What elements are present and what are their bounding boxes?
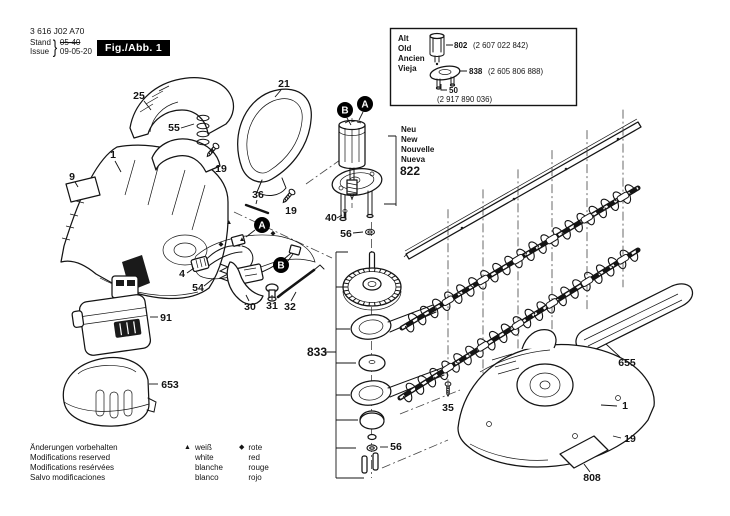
callout-9: 9 xyxy=(69,171,75,183)
new-title-es: Nueva xyxy=(401,155,426,164)
handle-top-cover xyxy=(130,78,233,138)
washer-stack xyxy=(360,411,384,473)
blade-a-eye xyxy=(350,305,436,342)
callout-56: 56 xyxy=(340,228,352,240)
new-title-en: New xyxy=(401,135,418,144)
connector-b xyxy=(289,245,301,255)
callout-35: 35 xyxy=(442,402,454,414)
legend-word: blanco xyxy=(194,473,219,482)
old-title-fr: Ancien xyxy=(398,54,425,63)
svg-text:A: A xyxy=(361,99,369,111)
callout-19: 19 xyxy=(285,205,297,217)
white-triangle-icon: ▲ xyxy=(184,444,191,451)
callout-31: 31 xyxy=(266,300,278,312)
detail-marker-a xyxy=(254,217,270,233)
callout-1: 1 xyxy=(622,400,628,412)
drawing-number: 3 616 J02 A70 xyxy=(30,26,85,36)
callout-56: 56 xyxy=(390,441,402,453)
upper-housing-shape xyxy=(61,139,228,299)
old-title-es: Vieja xyxy=(398,64,417,73)
detail-marker-b xyxy=(337,102,353,118)
legend-word: rojo xyxy=(248,473,262,482)
callout-91: 91 xyxy=(160,312,172,324)
battery-cover xyxy=(63,358,156,426)
note-de: Änderungen vorbehalten xyxy=(30,443,118,452)
code-838: (2 605 806 888) xyxy=(488,67,544,76)
new-title-de: Neu xyxy=(401,125,417,134)
revision-notes xyxy=(30,443,118,483)
legend-word: rote xyxy=(248,443,263,452)
gear-column xyxy=(343,229,444,473)
red-wire-marker: ◆ xyxy=(270,230,276,237)
note-en: Modifications reserved xyxy=(30,453,111,462)
blade-guide-rail xyxy=(404,119,641,259)
hand-guard xyxy=(238,89,312,195)
callout-802: 802 xyxy=(454,41,468,50)
callout-40: 40 xyxy=(325,212,337,224)
wire-color-legend xyxy=(184,443,269,483)
red-wire-marker: ◆ xyxy=(218,241,224,248)
legend-word: white xyxy=(194,453,214,462)
svg-text:A: A xyxy=(258,220,266,232)
code-802: (2 607 022 842) xyxy=(473,41,529,50)
note-fr: Modifications resérvées xyxy=(30,463,115,472)
motor-assembly-new xyxy=(330,121,383,221)
callout-21: 21 xyxy=(278,78,290,90)
callout-19: 19 xyxy=(215,163,227,175)
stand-label: Stand xyxy=(30,38,51,47)
lower-housing-shape xyxy=(458,330,654,468)
callout-653: 653 xyxy=(161,379,179,391)
note-es: Salvo modificaciones xyxy=(30,473,106,482)
callout-30: 30 xyxy=(244,301,256,313)
code-50: (2 917 890 036) xyxy=(437,95,493,104)
legend-white xyxy=(184,443,223,483)
drawing-header xyxy=(30,26,92,56)
callout-55: 55 xyxy=(168,122,180,134)
svg-text:B: B xyxy=(277,260,285,272)
red-diamond-icon: ◆ xyxy=(238,444,245,451)
detail-marker-b xyxy=(273,257,289,273)
bracket-822 xyxy=(384,136,396,206)
callout-822: 822 xyxy=(400,164,421,178)
figure-label: Fig./Abb. 1 xyxy=(97,40,170,56)
brace-glyph: } xyxy=(52,37,58,57)
callout-838: 838 xyxy=(469,67,483,76)
washer-56-icon xyxy=(367,445,377,451)
callout-808: 808 xyxy=(583,472,601,484)
svg-text:B: B xyxy=(341,105,349,117)
pin-36 xyxy=(246,205,268,213)
callout-50: 50 xyxy=(449,86,458,95)
washer-disc xyxy=(359,355,385,371)
white-wire-marker: ▲ xyxy=(238,236,246,243)
old-title-en: Old xyxy=(398,44,412,53)
callout-1: 1 xyxy=(110,149,116,161)
legend-word: blanche xyxy=(194,463,223,472)
callout-19: 19 xyxy=(624,433,636,445)
legend-word: red xyxy=(248,453,260,462)
nut-56-icon xyxy=(366,229,375,235)
callout-25: 25 xyxy=(133,90,145,102)
legend-red xyxy=(239,443,269,483)
superseded-date: 05-40 xyxy=(59,38,81,47)
detail-marker-a xyxy=(357,96,373,112)
callout-36: 36 xyxy=(252,189,264,201)
new-title-fr: Nouvelle xyxy=(401,145,435,154)
legend-word: weiß xyxy=(194,443,212,452)
old-title-de: Alt xyxy=(398,34,409,43)
old-parts-box xyxy=(391,29,577,106)
blade-cover xyxy=(576,284,693,352)
white-wire-marker: ▲ xyxy=(225,219,233,226)
blade-b-eye xyxy=(350,368,444,408)
callout-655: 655 xyxy=(618,357,636,369)
issue-date: 09-05-20 xyxy=(59,47,92,56)
issue-label: Issue xyxy=(30,47,50,56)
callout-54: 54 xyxy=(192,282,204,294)
callout-4: 4 xyxy=(179,268,185,280)
callout-833: 833 xyxy=(306,345,328,359)
legend-word: rouge xyxy=(248,463,269,472)
callout-32: 32 xyxy=(284,301,296,313)
